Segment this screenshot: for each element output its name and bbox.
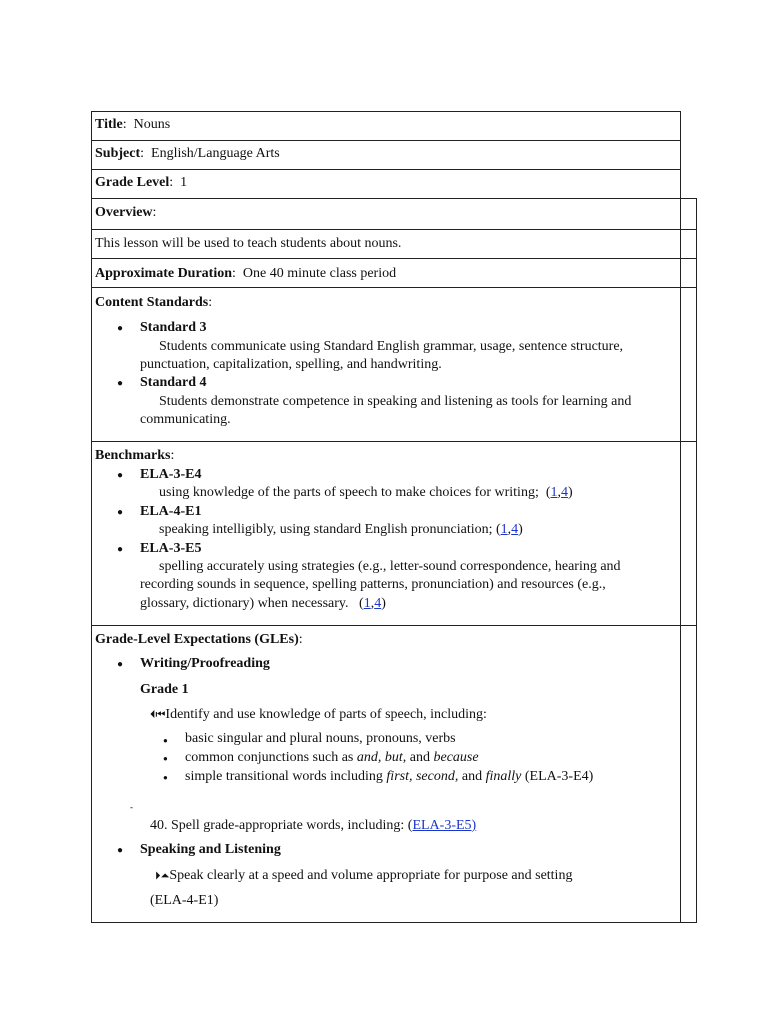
benchmark-e1-name: ELA-4-E1 [140,504,202,519]
row-divider [91,287,697,288]
standard-4-line1: Students demonstrate competence in speaking and listening as tools for learning and [159,394,632,409]
benchmark-e4-link-2[interactable]: 4 [561,485,569,500]
conj-italic-2: because [433,750,479,765]
benchmark-e5-line3: glossary, dictionary) when necessary. (1,4) [140,596,386,611]
standard-3-line1: Students communicate using Standard English grammar, usage, sentence structure, [159,339,624,354]
overview-label: Overview [95,205,153,220]
gle-item-1-text: Identify and use knowledge of parts of speech, including: [165,707,487,722]
row-divider [91,441,697,442]
standard-3-line2: punctuation, capitalization, spelling, and handwriting. [140,357,442,372]
bullet-icon: ● [163,754,168,763]
benchmark-e5-link-1[interactable]: 1 [363,596,371,611]
trans-and: and [461,769,483,784]
bullet-icon: ● [117,378,124,389]
grade-level-label: Grade Level [95,175,170,190]
benchmark-e4-link-1[interactable]: 1 [550,485,558,500]
bullet-icon: ● [117,659,124,670]
overview-text: This lesson will be used to teach students about nouns. [95,236,402,251]
conj-and: and [409,750,430,765]
rewind-icon: ⏴⏮ [150,709,166,721]
right-narrow-column [680,198,697,923]
bullet-icon: ● [117,507,124,518]
row-divider [91,625,697,626]
grade-level-value: 1 [180,175,188,190]
grade-1-heading: Grade 1 [140,682,189,697]
benchmarks-heading: Benchmarks: [95,448,175,463]
standard-3-name: Standard 3 [140,320,207,335]
duration-row: Approximate Duration: One 40 minute class period [95,266,397,281]
benchmark-e4-text: using knowledge of the parts of speech to make choices for writing; (1,4) [159,485,573,500]
content-standards-label: Content Standards [95,295,209,310]
row-divider [91,229,697,230]
benchmark-e5-line1: spelling accurately using strategies (e.g., letter-sound correspondence, hearing and [159,559,621,574]
benchmark-e1-text: speaking intelligibly, using standard English pronunciation; (1,4) [159,522,523,537]
gle-item-parts-of-speech [150,706,487,724]
row-divider [91,258,697,259]
gles-label: Grade-Level Expectations (GLEs) [95,632,299,647]
subject-value: English/Language Arts [151,146,280,161]
standard-4-name: Standard 4 [140,375,207,390]
bullet-icon: ● [117,544,124,555]
grade-level-row: Grade Level: 1 [95,175,188,190]
benchmark-e5-line3-text: glossary, dictionary) when necessary. [140,596,349,611]
duration-value: One 40 minute class period [242,266,397,281]
row-divider [91,169,681,170]
benchmark-e1-link-1[interactable]: 1 [500,522,508,537]
trans-italic-1: first, second, [386,769,459,784]
speaking-listening-heading: Speaking and Listening [140,842,281,857]
row-divider [91,140,681,141]
subject-label: Subject [95,146,141,161]
gles-heading: Grade-Level Expectations (GLEs): [95,632,303,647]
trans-text: simple transitional words including [185,769,383,784]
benchmarks-label: Benchmarks [95,448,171,463]
bullet-icon: ● [163,736,168,745]
title-label: Title [95,117,123,132]
conj-text: common conjunctions such as [185,750,354,765]
gle-item-40-text: 40. Spell grade-appropriate words, including: ( [150,818,413,833]
gle-item-40 [150,817,476,835]
row-divider [91,198,697,199]
benchmark-e4-name: ELA-3-E4 [140,467,202,482]
title-value: Nouns [133,117,171,132]
content-standards-heading: Content Standards: [95,295,213,310]
duration-label: Approximate Duration [95,266,233,281]
overview-heading: Overview: [95,205,157,220]
ela-3-e5-link[interactable]: ELA-3-E5 [412,818,472,833]
benchmark-e5-line2: recording sounds in sequence, spelling patterns, pronunciation) and resources (e.g., [140,577,606,592]
gle-item-40-close: ) [471,818,477,833]
trans-ref: (ELA-3-E4) [524,769,594,784]
sub-item-conjunctions [185,749,479,767]
benchmark-e5-name: ELA-3-E5 [140,541,202,556]
bullet-icon: ● [163,773,168,782]
sub-item-transitional [185,768,593,786]
bullet-icon: ● [117,845,124,856]
bullet-icon: ● [117,470,124,481]
benchmark-e1-line: speaking intelligibly, using standard English pronunciation; [159,522,493,537]
sub-item-nouns: basic singular and plural nouns, pronouns, verbs [185,731,456,746]
standard-4-line2: communicating. [140,412,231,427]
subject-row: Subject: English/Language Arts [95,146,280,161]
play-icon: ⏵⏶ [155,870,170,882]
stray-dot: - [130,802,133,812]
gle-item-speak-text: Speak clearly at a speed and volume appropriate for purpose and setting [169,868,573,883]
writing-proofreading-heading: Writing/Proofreading [140,656,270,671]
bullet-icon: ● [117,323,124,334]
gle-item-speak [155,867,572,885]
trans-italic-2: finally [485,769,522,784]
conj-italic-1: and, but, [356,750,407,765]
title-row: Title: Nouns [95,117,171,132]
gle-item-speak-ref: (ELA-4-E1) [150,893,219,908]
benchmark-e4-line: using knowledge of the parts of speech to make choices for writing; [159,485,539,500]
benchmark-e5-link-2[interactable]: 4 [374,596,382,611]
benchmark-e1-link-2[interactable]: 4 [511,522,519,537]
